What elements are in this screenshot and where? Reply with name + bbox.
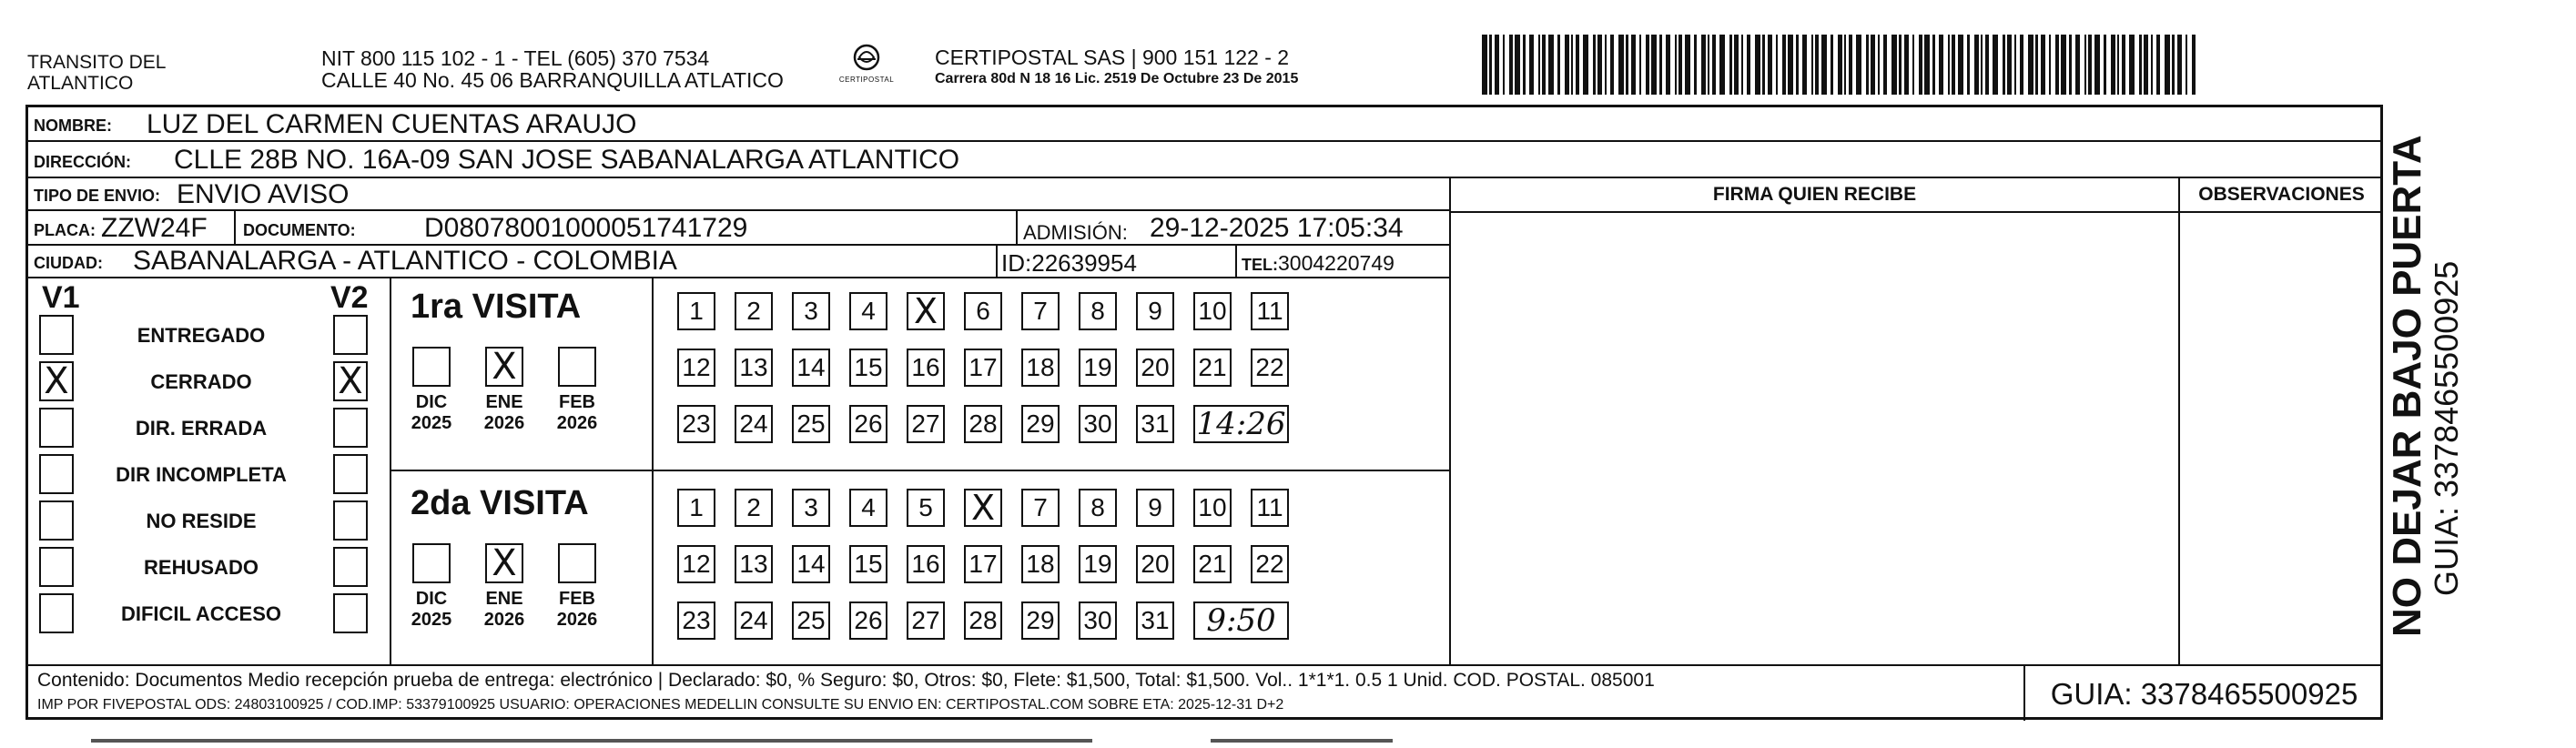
- day-box[interactable]: 21: [1193, 545, 1232, 583]
- barcode-bar: [2139, 35, 2142, 95]
- v2-checkbox[interactable]: [333, 547, 368, 587]
- barcode-bar: [1821, 35, 1827, 95]
- barcode-bar: [1967, 35, 1970, 95]
- barcode-bar: [2151, 35, 2153, 95]
- day-box[interactable]: 26: [849, 405, 887, 443]
- contenido-text: Contenido: Documentos Medio recepción prueba de entrega: electrónico | Declarado: $0, % Seguro: $0, Otros: $0, Flete: $1,500, Total: $1,500. Vol.. 1*1*1. 0.5 1 Unid. COD. POSTAL. 085001: [37, 670, 1655, 691]
- day-box[interactable]: 28: [964, 601, 1002, 640]
- day-box[interactable]: 7: [1021, 292, 1060, 330]
- barcode-bar: [2172, 35, 2175, 95]
- divider: [996, 246, 998, 277]
- barcode-bar: [1883, 35, 1887, 95]
- barcode-bar: [1489, 35, 1492, 95]
- day-box[interactable]: 20: [1136, 349, 1174, 387]
- barcode-bar: [1993, 35, 1998, 95]
- tipo-envio-value: ENVIO AVISO: [177, 179, 350, 209]
- placa-value: ZZW24F: [101, 213, 208, 243]
- day-box[interactable]: 21: [1193, 349, 1232, 387]
- divider: [234, 211, 236, 244]
- v1-checkbox[interactable]: [39, 547, 74, 587]
- tel-field: [1242, 251, 1394, 276]
- month-checkbox[interactable]: [558, 347, 596, 387]
- day-box[interactable]: 5: [907, 489, 945, 527]
- barcode-bar: [1985, 35, 1989, 95]
- barcode-bar: [1593, 35, 1596, 95]
- day-box[interactable]: 11: [1251, 489, 1289, 527]
- barcode-bar: [1849, 35, 1852, 95]
- barcode-bar: [1542, 35, 1546, 95]
- day-box[interactable]: 22: [1251, 545, 1289, 583]
- status-label: DIFICIL ACCESO: [120, 602, 281, 625]
- logo-text: CERTIPOSTAL: [838, 76, 895, 84]
- barcode-bar: [2186, 35, 2187, 95]
- v1-checkbox[interactable]: [39, 593, 74, 633]
- day-box[interactable]: 8: [1079, 292, 1117, 330]
- v2-header: V2: [330, 280, 369, 315]
- month-label: FEB: [559, 589, 595, 609]
- month-year: 2026: [483, 413, 525, 433]
- barcode-bar: [1762, 35, 1765, 95]
- day-box[interactable]: 29: [1021, 601, 1060, 640]
- day-box[interactable]: 14: [792, 349, 830, 387]
- v1-checkbox[interactable]: [39, 408, 74, 448]
- month-label: DIC: [415, 392, 448, 412]
- barcode-bar: [1729, 35, 1732, 95]
- day-box[interactable]: 15: [849, 349, 887, 387]
- barcode-bar: [2014, 35, 2016, 95]
- barcode-bar: [2088, 35, 2092, 95]
- barcode-bar: [1919, 35, 1922, 95]
- day-box[interactable]: 3: [792, 292, 830, 330]
- side-labels: [2386, 55, 2464, 637]
- day-box[interactable]: 20: [1136, 545, 1174, 583]
- day-box[interactable]: 30: [1079, 601, 1117, 640]
- warning-text: NO DEJAR BAJO PUERTA: [2385, 135, 2429, 637]
- v2-checkbox[interactable]: [333, 500, 368, 541]
- day-box[interactable]: 14: [792, 545, 830, 583]
- day-box[interactable]: 12: [677, 349, 715, 387]
- barcode-bar: [1583, 35, 1588, 95]
- barcode-bar: [1844, 35, 1846, 95]
- barcode-bar: [1523, 35, 1526, 95]
- barcode-bar: [1509, 35, 1513, 95]
- barcode-bar: [1776, 35, 1778, 95]
- barcode-bar: [1639, 35, 1641, 95]
- day-box[interactable]: 13: [735, 349, 773, 387]
- barcode-bar: [2144, 35, 2148, 95]
- day-box[interactable]: 25: [792, 405, 830, 443]
- barcode-bar: [1685, 35, 1690, 95]
- month-label: FEB: [559, 392, 595, 412]
- barcode-bar: [1666, 35, 1670, 95]
- v1-header: V1: [42, 280, 80, 315]
- day-box[interactable]: X: [907, 292, 945, 330]
- barcode-bar: [1878, 35, 1880, 95]
- v1-checkbox[interactable]: [39, 454, 74, 494]
- barcode-bar: [1899, 35, 1902, 95]
- v2-checkbox[interactable]: X: [333, 361, 368, 401]
- month-checkbox[interactable]: [412, 347, 451, 387]
- divider: [1235, 246, 1237, 277]
- barcode-bar: [1755, 35, 1760, 95]
- day-box[interactable]: 19: [1079, 545, 1117, 583]
- nit-line1: NIT 800 115 102 - 1 - TEL (605) 370 7534: [321, 46, 710, 70]
- day-box[interactable]: 7: [1021, 489, 1060, 527]
- barcode-bar: [1618, 35, 1624, 95]
- admision-label: ADMISIÓN:: [1023, 221, 1128, 244]
- month-year: 2025: [411, 413, 452, 433]
- barcode-bar: [1811, 35, 1813, 95]
- month-year: 2026: [556, 413, 598, 433]
- delivery-form: [25, 105, 2383, 720]
- day-box[interactable]: 17: [964, 349, 1002, 387]
- barcode-bar: [1712, 35, 1716, 95]
- barcode-bar: [1904, 35, 1909, 95]
- barcode-bar: [2111, 35, 2115, 95]
- barcode-bar: [2041, 35, 2045, 95]
- day-box[interactable]: 10: [1193, 489, 1232, 527]
- bottom-strip: [1211, 739, 1393, 743]
- barcode-bar: [1871, 35, 1875, 95]
- barcode-bar: [2055, 35, 2059, 95]
- day-box[interactable]: 1: [677, 489, 715, 527]
- barcode-bar: [1548, 35, 1554, 95]
- status-label: ENTREGADO: [137, 324, 266, 347]
- status-label: DIR INCOMPLETA: [116, 463, 287, 486]
- org-name: [27, 52, 166, 94]
- day-box[interactable]: 31: [1136, 601, 1174, 640]
- barcode-bar: [2007, 35, 2012, 95]
- barcode-bar: [2035, 35, 2038, 95]
- barcode-bar: [2061, 35, 2066, 95]
- barcode-bar: [2165, 35, 2170, 95]
- status-label: NO RESIDE: [146, 510, 257, 532]
- barcode-bar: [1831, 35, 1833, 95]
- v2-checkbox[interactable]: [333, 315, 368, 355]
- day-box[interactable]: 4: [849, 489, 887, 527]
- divider: [390, 278, 391, 664]
- barcode-bar: [1557, 35, 1560, 95]
- barcode-bar: [1796, 35, 1799, 95]
- nombre-label: NOMBRE:: [34, 116, 112, 135]
- day-box[interactable]: 9: [1136, 489, 1174, 527]
- day-box[interactable]: 24: [735, 405, 773, 443]
- barcode-bar: [1482, 35, 1487, 95]
- barcode-bar: [1912, 35, 1914, 95]
- barcode-bar: [1939, 35, 1943, 95]
- company-info: [935, 45, 1298, 89]
- id-field: [1001, 249, 1137, 278]
- nombre-row: [28, 107, 2383, 142]
- day-box[interactable]: 31: [1136, 405, 1174, 443]
- bottom-strip: [91, 739, 1092, 743]
- barcode-bar: [1891, 35, 1897, 95]
- barcode-bar: [1856, 35, 1861, 95]
- barcode-bar: [1651, 35, 1657, 95]
- guia-box: GUIA: 3378465500925: [2050, 677, 2358, 711]
- barcode-bar: [1675, 35, 1677, 95]
- barcode-bar: [1741, 35, 1743, 95]
- day-box[interactable]: 17: [964, 545, 1002, 583]
- barcode-bar: [2028, 35, 2033, 95]
- ciudad-row: [28, 246, 1451, 278]
- barcode-bar: [1747, 35, 1750, 95]
- month-year: 2025: [411, 610, 452, 630]
- barcode-bar: [1952, 35, 1955, 95]
- placa-label: PLACA:: [34, 221, 96, 239]
- barcode-bar: [1838, 35, 1842, 95]
- barcode-bar: [1678, 35, 1682, 95]
- day-box[interactable]: 23: [677, 601, 715, 640]
- day-box[interactable]: 27: [907, 405, 945, 443]
- nit-info: [321, 47, 784, 91]
- firma-area[interactable]: [1452, 213, 2176, 662]
- id-value: 22639954: [1031, 249, 1137, 277]
- direccion-label: DIRECCIÓN:: [34, 153, 131, 171]
- barcode-bar: [1495, 35, 1499, 95]
- divider: [1016, 211, 1018, 244]
- day-box[interactable]: 2: [735, 489, 773, 527]
- barcode-bar: [1626, 35, 1628, 95]
- barcode-bar: [1948, 35, 1950, 95]
- barcode-bar: [1802, 35, 1807, 95]
- barcode-bar: [1565, 35, 1569, 95]
- barcode-bar: [1529, 35, 1534, 95]
- barcode-bar: [1605, 35, 1607, 95]
- barcode-bar: [2104, 35, 2106, 95]
- day-box[interactable]: 28: [964, 405, 1002, 443]
- barcode-bar: [1515, 35, 1520, 95]
- month-checkbox[interactable]: [558, 543, 596, 583]
- barcode-bar: [1924, 35, 1930, 95]
- divider: [652, 278, 654, 664]
- v1-checkbox[interactable]: X: [39, 361, 74, 401]
- time-box[interactable]: 14:26: [1193, 405, 1289, 443]
- day-box[interactable]: 16: [907, 545, 945, 583]
- org-name-line2: ATLANTICO: [27, 73, 134, 94]
- status-label: DIR. ERRADA: [135, 417, 268, 440]
- v2-checkbox[interactable]: [333, 593, 368, 633]
- barcode-bar: [2192, 35, 2196, 95]
- tel-label: TEL:: [1242, 256, 1278, 274]
- v1-checkbox[interactable]: [39, 500, 74, 541]
- barcode-bar: [2075, 35, 2080, 95]
- documento-value: D08078001000051741729: [424, 213, 748, 243]
- day-box[interactable]: 13: [735, 545, 773, 583]
- barcode-bar: [1974, 35, 1979, 95]
- barcode-bar: [2020, 35, 2023, 95]
- barcode-bar: [2117, 35, 2119, 95]
- barcode-bar: [2122, 35, 2125, 95]
- tel-value: 3004220749: [1278, 251, 1394, 275]
- day-box[interactable]: 4: [849, 292, 887, 330]
- documento-label: DOCUMENTO:: [243, 221, 356, 239]
- barcode-bar: [2003, 35, 2005, 95]
- barcode-bar: [1932, 35, 1935, 95]
- barcode-bar: [2156, 35, 2160, 95]
- barcode-bar: [2094, 35, 2100, 95]
- side-guia-text: GUIA: 3378465500925: [2428, 260, 2465, 596]
- day-box[interactable]: 23: [677, 405, 715, 443]
- certipostal-logo: [839, 41, 894, 91]
- divider: [1449, 178, 1451, 664]
- barcode: [1482, 35, 2201, 95]
- divider: [28, 664, 2383, 666]
- imp-text: IMP POR FIVEPOSTAL ODS: 24803100925 / COD.IMP: 53379100925 USUARIO: OPERACIONES MEDELLIN CONSULTE SU ENVIO EN: CERTIPOSTAL.COM SOBRE ETA: 2025-12-31 D+2: [37, 697, 1284, 713]
- firma-header: FIRMA QUIEN RECIBE: [1712, 184, 1917, 205]
- admision-value: 29-12-2025 17:05:34: [1150, 213, 1404, 243]
- company-line1: CERTIPOSTAL SAS | 900 151 122 - 2: [935, 45, 1290, 69]
- status-label: REHUSADO: [144, 556, 259, 579]
- nombre-value: LUZ DEL CARMEN CUENTAS ARAUJO: [147, 109, 637, 139]
- barcode-bar: [1597, 35, 1602, 95]
- v2-checkbox[interactable]: [333, 454, 368, 494]
- divider: [2178, 178, 2180, 664]
- barcode-bar: [1782, 35, 1786, 95]
- barcode-bar: [2129, 35, 2135, 95]
- barcode-bar: [1646, 35, 1649, 95]
- day-box[interactable]: 6: [964, 292, 1002, 330]
- barcode-bar: [2177, 35, 2182, 95]
- direccion-value: CLLE 28B NO. 16A-09 SAN JOSE SABANALARGA ATLANTICO: [174, 145, 960, 175]
- barcode-bar: [1768, 35, 1772, 95]
- barcode-bar: [1631, 35, 1636, 95]
- barcode-bar: [1659, 35, 1662, 95]
- barcode-bar: [1694, 35, 1697, 95]
- day-box[interactable]: 3: [792, 489, 830, 527]
- ciudad-label: CIUDAD:: [34, 254, 103, 272]
- barcode-bar: [1576, 35, 1579, 95]
- day-box[interactable]: 26: [849, 601, 887, 640]
- day-box[interactable]: 29: [1021, 405, 1060, 443]
- barcode-bar: [1734, 35, 1739, 95]
- day-box[interactable]: 9: [1136, 292, 1174, 330]
- day-box[interactable]: 2: [735, 292, 773, 330]
- observaciones-header: OBSERVACIONES: [2198, 184, 2365, 205]
- day-box[interactable]: 15: [849, 545, 887, 583]
- day-box[interactable]: 18: [1021, 349, 1060, 387]
- id-label: ID:: [1001, 249, 1032, 277]
- barcode-bar: [1610, 35, 1614, 95]
- placa-row: [28, 211, 1451, 246]
- barcode-bar: [1708, 35, 1709, 95]
- day-box[interactable]: 16: [907, 349, 945, 387]
- time-box[interactable]: 9:50: [1193, 601, 1289, 640]
- first-visit-title: 1ra VISITA: [411, 288, 582, 326]
- day-box[interactable]: 10: [1193, 292, 1232, 330]
- barcode-bar: [1538, 35, 1540, 95]
- month-checkbox[interactable]: [412, 543, 451, 583]
- day-box[interactable]: 30: [1079, 405, 1117, 443]
- barcode-bar: [1788, 35, 1793, 95]
- month-year: 2026: [556, 610, 598, 630]
- day-box[interactable]: 8: [1079, 489, 1117, 527]
- barcode-bar: [1503, 35, 1505, 95]
- ciudad-value: SABANALARGA - ATLANTICO - COLOMBIA: [133, 246, 677, 276]
- day-box[interactable]: 24: [735, 601, 773, 640]
- day-box[interactable]: 22: [1251, 349, 1289, 387]
- v2-checkbox[interactable]: [333, 408, 368, 448]
- barcode-bar: [1701, 35, 1706, 95]
- month-checkbox[interactable]: X: [485, 347, 523, 387]
- observaciones-area[interactable]: [2181, 213, 2381, 662]
- barcode-bar: [1958, 35, 1963, 95]
- tipo-envio-row: [28, 178, 1451, 211]
- month-label: DIC: [415, 589, 448, 609]
- day-box[interactable]: X: [964, 489, 1002, 527]
- month-label: ENE: [485, 392, 523, 412]
- nit-line2: CALLE 40 No. 45 06 BARRANQUILLA ATLATICO: [321, 68, 784, 92]
- status-label: CERRADO: [150, 370, 252, 393]
- month-year: 2026: [483, 610, 525, 630]
- direccion-row: [28, 142, 2383, 178]
- day-box[interactable]: 27: [907, 601, 945, 640]
- barcode-bar: [1866, 35, 1869, 95]
- barcode-bar: [2084, 35, 2086, 95]
- day-box[interactable]: 25: [792, 601, 830, 640]
- barcode-bar: [2069, 35, 2072, 95]
- day-box[interactable]: 11: [1251, 292, 1289, 330]
- day-box[interactable]: 19: [1079, 349, 1117, 387]
- divider: [390, 470, 1449, 471]
- barcode-bar: [1719, 35, 1725, 95]
- day-box[interactable]: 12: [677, 545, 715, 583]
- barcode-bar: [1571, 35, 1573, 95]
- barcode-bar: [1815, 35, 1819, 95]
- month-checkbox[interactable]: X: [485, 543, 523, 583]
- second-visit-title: 2da VISITA: [411, 484, 589, 522]
- barcode-bar: [1981, 35, 1983, 95]
- visits-section: [28, 278, 1449, 664]
- tipo-envio-label: TIPO DE ENVIO:: [34, 187, 161, 205]
- v1-checkbox[interactable]: [39, 315, 74, 355]
- company-line2: Carrera 80d N 18 16 Lic. 2519 De Octubre 23 De 2015: [935, 71, 1299, 86]
- day-box[interactable]: 18: [1021, 545, 1060, 583]
- month-label: ENE: [485, 589, 523, 609]
- day-box[interactable]: 1: [677, 292, 715, 330]
- barcode-bar: [2049, 35, 2051, 95]
- org-name-line1: TRANSITO DEL: [27, 52, 167, 73]
